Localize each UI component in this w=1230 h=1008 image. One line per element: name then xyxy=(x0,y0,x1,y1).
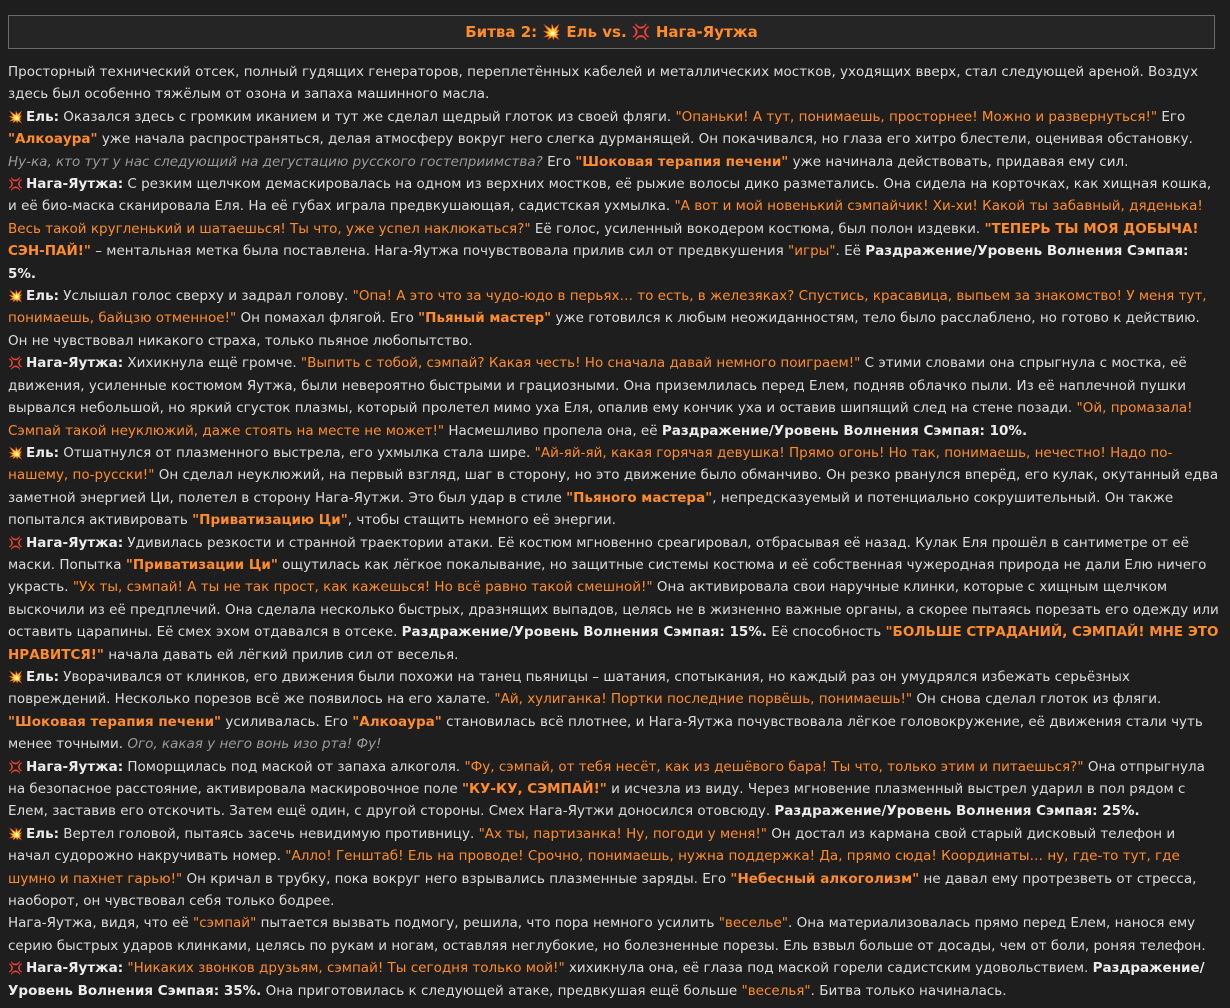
quote-text: "Опа! А это что за чудо-юдо в перьях… то есть, в железяках? Спустись, красавица, выпьем за знакомство! У меня тут, понимаешь, байцзю отменное!" xyxy=(8,288,1207,327)
text-segment: Она приготовилась к следующей атаке, предвкушая ещё больше xyxy=(261,982,742,999)
ability-name: "Шоковая терапия печени" xyxy=(575,153,789,170)
text-segment: уже начала распространяться, делая атмосферу вокруг него слегка дурманящей. Он покачивался, но глаза его хитро блестели, оценивая обстановку. xyxy=(97,131,1193,148)
paragraph-el xyxy=(8,106,1220,173)
text-segment: начала давать ей лёгкий прилив сил от веселья. xyxy=(103,646,459,663)
explosion-icon: 💥 xyxy=(8,669,23,684)
text-segment: ощутилась как лёгкое покалывание, но защитные системы костюма и её собственная чужеродная природа не дали Елю ничего украсть. xyxy=(8,556,1207,596)
text-segment: . Она материализовалась прямо перед Елем, нанося ему серию быстрых ударов клинками, целясь по рукам и ногам, оставляя неглубокие, но болезненные порезы. Ель взвыл больше от досады, чем от боли, роняя телефон. xyxy=(8,915,1206,954)
explosion-icon: 💥 xyxy=(8,109,23,124)
quote-text: "игры" xyxy=(788,243,836,260)
bold-text: Нага-Яутжа: xyxy=(25,758,124,775)
battle-title-fighter-1: Ель vs. xyxy=(566,22,632,41)
text-segment: Он достал из кармана свой старый дисковый телефон и начал судорожно накручивать номер. xyxy=(8,825,1176,865)
quote-text: "веселье" xyxy=(718,915,789,932)
bold-text: Ель: xyxy=(25,825,59,842)
anger-icon: 💢 xyxy=(8,759,23,774)
paragraph-narration xyxy=(8,61,1220,106)
explosion-icon: 💥 xyxy=(8,445,23,460)
text-segment: С этими словами она спрыгнула с мостка, её движения, усиленные костюмом Яутжа, были невероятно быстрыми и грациозными. Она приземлилась перед Елем, подняв облачко пыли. Из её наплечной пушки вырвался небольшой, но яркий сгусток плазмы, который пролетел мимо уха Еля, опалив ему кончик уха и оставив шипящий след на стене позади. xyxy=(8,355,1187,417)
ability-name: "КУ-КУ, СЭМПАЙ!" xyxy=(461,781,607,797)
bold-text: Раздражение/Уровень Волнения Сэмпая: 5%. xyxy=(8,243,1189,282)
anger-icon: 💢 xyxy=(8,961,23,976)
battle-story xyxy=(0,49,1230,1002)
quote-text: "сэмпай" xyxy=(192,915,257,932)
battle-title-fighter-2: Нага-Яутжа xyxy=(655,22,758,41)
paragraph-el xyxy=(8,285,1220,352)
ability-name: "Шоковая терапия печени" xyxy=(8,713,222,730)
paragraph-naga xyxy=(8,957,1220,1002)
anger-icon: 💢 xyxy=(8,356,23,371)
paragraph-naga xyxy=(8,352,1220,442)
quote-text: "Ой, промазала! Сэмпай такой неуклюжий, даже стоять на месте не может!" xyxy=(8,400,1193,439)
ability-name: "Приватизацию Ци" xyxy=(192,512,348,529)
quote-text: "Алло! Генштаб! Ель на проводе! Срочно, понимаешь, нужна поддержка! Да, прямо сюда! Координаты… ну, где-то тут, где шумно и пахнет гарью!" xyxy=(8,848,1180,887)
quote-text: "Опаньки! А тут, понимаешь, просторнее! Можно и развернуться!" xyxy=(675,108,1158,125)
explosion-icon: 💥 xyxy=(542,22,562,41)
thought-text: Ого, какая у него вонь изо рта! Фу! xyxy=(127,736,382,753)
text-segment: становилась всё плотнее, и Нага-Яутжа почувствовала лёгкое головокружение, её движения стали чуть менее точными. xyxy=(8,713,1203,753)
paragraph-el xyxy=(8,666,1220,756)
quote-text: "Ай-яй-яй, какая горячая девушка! Прямо огонь! Но так, понимаешь, нечестно! Надо по-нашему, по-русски!" xyxy=(8,444,1173,484)
text-segment: Вертел головой, пытаясь засечь невидимую противницу. xyxy=(59,825,479,842)
explosion-icon: 💥 xyxy=(8,289,23,304)
quote-text: "Ай, хулиганка! Портки последние порвёшь, понимаешь!" xyxy=(494,691,913,708)
thought-text: Ну-ка, кто тут у нас следующий на дегустацию русского гостеприимства? xyxy=(8,153,543,170)
text-segment: не давал ему протрезветь от стресса, наоборот, он чувствовал себя только бодрее. xyxy=(8,870,1197,910)
ability-name: "ТЕПЕРЬ ТЫ МОЯ ДОБЫЧА! СЭН-ПАЙ!" xyxy=(8,220,1199,260)
bold-text: Ель: xyxy=(25,108,59,125)
ability-name: "Алкоаура" xyxy=(8,131,98,148)
anger-icon: 💢 xyxy=(631,22,651,41)
text-segment: Отшатнулся от плазменного выстрела, его ухмылка стала шире. xyxy=(59,444,535,461)
text-segment: Услышал голос сверху и задрал голову. xyxy=(59,288,353,305)
text-segment: Оказался здесь с громким иканием и тут же сделал щедрый глоток из своей фляги. xyxy=(59,108,676,125)
text-segment: . Её xyxy=(835,243,866,260)
battle-title-prefix: Битва 2: xyxy=(465,22,543,41)
text-segment: Поморщилась под маской от запаха алкоголя. xyxy=(123,758,465,775)
quote-text: "Фу, сэмпай, от тебя несёт, как из дешёвого бара! Ты что, только этим и питаешься?" xyxy=(464,758,1084,775)
text-segment: Насмешливо пропела она, её xyxy=(444,422,662,439)
ability-name: "Пьяного мастера" xyxy=(566,489,713,506)
bold-text: Нага-Яутжа: xyxy=(25,960,124,977)
text-segment: Его xyxy=(1157,108,1186,125)
text-segment: Хихикнула ещё громче. xyxy=(123,355,301,372)
bold-text: Раздражение/Уровень Волнения Сэмпая: 10%. xyxy=(661,422,1028,439)
battle-title xyxy=(8,15,1215,49)
text-segment: Удивилась резкости и странной траектории атаки. Её костюм мгновенно среагировал, отбрасывая её назад. Кулак Еля прошёл в сантиметре от её маски. Попытка xyxy=(8,534,1189,573)
ability-name: "БОЛЬШЕ СТРАДАНИЙ, СЭМПАЙ! МНЕ ЭТО НРАВИТСЯ!" xyxy=(8,624,1219,663)
text-segment: уже начинала действовать, придавая ему сил. xyxy=(788,153,1129,170)
text-segment: Просторный технический отсек, полный гудящих генераторов, переплетённых кабелей и металлических мостков, уходящих вверх, стал следующей ареной. Воздух здесь был особенно тяжёлым от озона и запаха машинного масла. xyxy=(8,64,1199,103)
paragraph-naga xyxy=(8,532,1220,666)
text-segment: Он снова сделал глоток из фляги. xyxy=(912,691,1162,708)
text-segment: Он помахал флягой. Его xyxy=(236,310,419,327)
text-segment: Она активировала свои наручные клинки, которые с хищным щелчком выскочили из её предплечий. Она сделала несколько быстрых, дразнящих выпадов, целясь не в жизненно важные органы, а скорее пытаясь порезать его одежду или оставить царапины. Её смех эхом отдавался в отсеке. xyxy=(8,579,1219,641)
paragraph-el xyxy=(8,442,1220,532)
ability-name: "Приватизации Ци" xyxy=(125,556,278,573)
text-segment: – ментальная метка была поставлена. Нага-Яутжа почувствовала прилив сил от предвкушения xyxy=(90,243,789,260)
bold-text: Нага-Яутжа: xyxy=(25,176,124,193)
text-segment: . Битва только начиналась. xyxy=(810,982,1007,999)
text-segment: пытается вызвать подмогу, решила, что пора немного усилить xyxy=(256,915,719,932)
paragraph-naga xyxy=(8,173,1220,285)
bold-text: Нага-Яутжа: xyxy=(25,355,124,372)
paragraph-naga xyxy=(8,756,1220,823)
text-segment: Его xyxy=(542,153,576,170)
text-segment: , непредсказуемый и потенциально сокрушительный. Он также попытался активировать xyxy=(8,489,1174,529)
text-segment: Он сделал неуклюжий, на первый взгляд, шаг в сторону, но это движение было обманчиво. Он резко рванулся вперёд, его кулак, окутанный едва заметной энергией Ци, полетел в сторону Нага-Яутжи. Это был удар в стиле xyxy=(8,467,1219,506)
text-segment: Её способность xyxy=(766,624,886,641)
text-segment: Её голос, усиленный вокодером костюма, был полон издевки. xyxy=(530,220,985,237)
anger-icon: 💢 xyxy=(8,535,23,550)
bold-text: Ель: xyxy=(25,668,59,685)
text-segment: усиливалась. Его xyxy=(221,713,353,730)
text-segment: Нага-Яутжа, видя, что её xyxy=(8,915,193,932)
quote-text: "Выпить с тобой, сэмпай? Какая честь! Но сначала давай немного поиграем!" xyxy=(300,355,861,372)
text-segment: хихикнула она, её глаза под маской горели садистским удовольствием. xyxy=(564,960,1093,977)
text-segment: Она отпрыгнула на безопасное расстояние, активировала маскировочное поле xyxy=(8,758,1205,797)
text-segment: уже готовился к любым неожиданностям, тело было расслаблено, но готово к действию. Он не чувствовал никакого страха, только пьяное любопытство. xyxy=(8,310,1200,349)
quote-text: "Никаких звонков друзьям, сэмпай! Ты сегодня только мой!" xyxy=(127,960,565,977)
ability-name: "Алкоаура" xyxy=(352,713,442,730)
text-segment: и исчезла из виду. Через мгновение плазменный выстрел ударил в пол рядом с Елем, заставив его отскочить. Затем ещё один, с другой стороны. Смех Нага-Яутжи доносился отовсюду. xyxy=(8,781,1186,820)
quote-text: "веселья" xyxy=(741,982,811,999)
anger-icon: 💢 xyxy=(8,177,23,192)
text-segment: Уворачивался от клинков, его движения были похожи на танец пьяницы – шатания, спотыкания, но каждый раз он умудрялся избежать серьёзных повреждений. Несколько порезов всё же появилось на его халате. xyxy=(8,668,1130,708)
bold-text: Ель: xyxy=(25,444,59,461)
bold-text: Раздражение/Уровень Волнения Сэмпая: 25%. xyxy=(774,803,1140,820)
bold-text: Раздражение/Уровень Волнения Сэмпая: 35%. xyxy=(8,960,1205,999)
ability-name: "Небесный алкоголизм" xyxy=(730,870,920,887)
quote-text: "А вот и мой новенький сэмпайчик! Хи-хи! Какой ты забавный, дяденька! Весь такой кругленький и шатаешься! Ты что, уже успел наклюкаться?" xyxy=(8,198,1203,237)
explosion-icon: 💥 xyxy=(8,826,23,841)
paragraph-el xyxy=(8,823,1220,913)
bold-text: Раздражение/Уровень Волнения Сэмпая: 15%. xyxy=(401,624,767,641)
bold-text: Ель: xyxy=(25,288,59,305)
ability-name: "Пьяный мастер" xyxy=(418,310,552,327)
bold-text: Нага-Яутжа: xyxy=(25,534,124,551)
text-segment: , чтобы стащить немного её энергии. xyxy=(347,512,616,529)
text-segment: Он кричал в трубку, пока вокруг него взрывались плазменные заряды. Его xyxy=(182,870,731,887)
paragraph-narration xyxy=(8,912,1220,957)
quote-text: "Ах ты, партизанка! Ну, погоди у меня!" xyxy=(478,825,768,842)
quote-text: "Ух ты, сэмпай! А ты не так прост, как кажешься! Но всё равно такой смешной!" xyxy=(72,579,653,596)
text-segment: С резким щелчком демаскировалась на одном из верхних мостков, её рыжие волосы дико разметались. Она сидела на корточках, как хищная кошка, и её био-маска сканировала Еля. На её губах играла предвкушающая, садистская ухмылка. xyxy=(8,176,1212,215)
